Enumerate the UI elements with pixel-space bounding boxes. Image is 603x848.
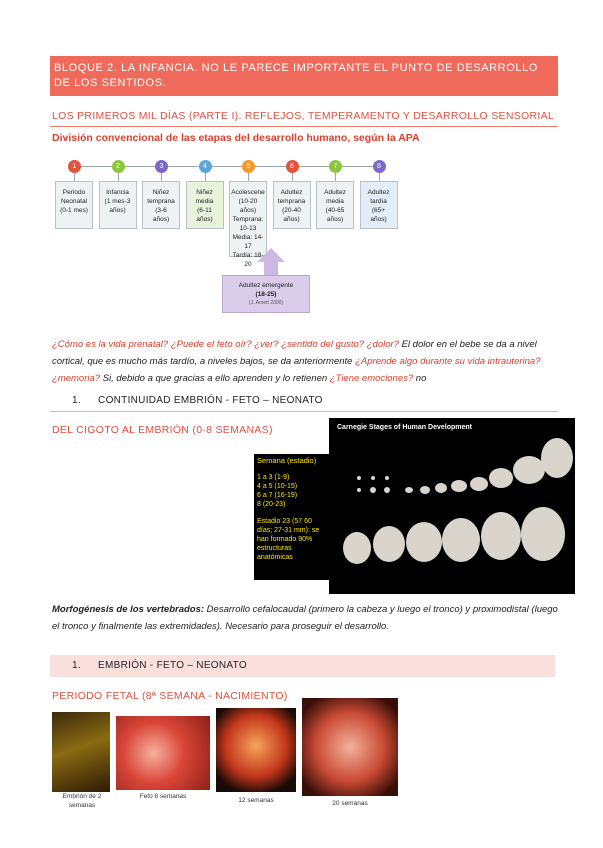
stage-number-2: 2 [112, 160, 125, 173]
heading-underline [50, 126, 558, 127]
photo-embryo-2-weeks [52, 712, 110, 792]
morfo-label: Morfogénesis de los vertebrados: [52, 604, 205, 615]
emergente-arrow-stem [264, 262, 278, 275]
stage-box-3 [142, 181, 180, 229]
stage-connector-1 [74, 173, 75, 181]
weeks-title: Semana (estadio) [257, 456, 317, 465]
prenatal-question2: ¿Aprende algo durante su vida intrauterina? ¿memoria? [52, 356, 541, 384]
prenatal-text1: El dolor en el bebe se da a nivel cortical, que es mucho más tardío, a niveles bajos, se da anteriormente [52, 339, 537, 367]
stage-label-8: Adultez tardía (65+ años) [367, 189, 390, 223]
weeks-note: Estadio 23 (57 60 días; 27-31 mm): se han formado 90% estructuras anatómicas [257, 518, 320, 561]
stage-label-6: Adultez temprana (20-40 años) [277, 189, 306, 223]
apa-title: División convencional de las etapas del desarrollo humano, según la APA [52, 132, 420, 144]
stages-diagram [50, 155, 410, 325]
caption-text-4: 20 semanas [332, 800, 368, 807]
prenatal-questions: ¿Cómo es la vida prenatal? ¿Puede el feto oír? ¿ver? ¿sentido del gusto? ¿dolor? [52, 339, 399, 350]
stage-box-7 [316, 181, 354, 229]
stage-box-2 [99, 181, 137, 229]
stage-number-7: 7 [329, 160, 342, 173]
stage-connector-7 [335, 173, 336, 181]
section2-heading: CONTINUIDAD EMBRIÓN - FETO – NEONATO [98, 395, 323, 406]
weeks-lines: 1 a 3 (1-9) 4 a 5 (10-15) 6 a 7 (16-19) 8 (20-23) [257, 474, 298, 508]
stage-connector-4 [205, 173, 206, 181]
banner-title: BLOQUE 2. LA INFANCIA. NO LE PARECE IMPORTANTE EL PUNTO DE DESARROLLO DE LOS SENTIDOS. [54, 62, 538, 89]
emergente-cite: (J. Arnett 2000) [248, 300, 284, 306]
stage-number-4: 4 [199, 160, 212, 173]
stage-box-5 [229, 181, 267, 268]
emergente-arrow [257, 248, 285, 262]
caption-embryo-2-weeks [46, 792, 118, 810]
emergente-range: (18-25) [255, 291, 277, 298]
stage-number-1: 1 [68, 160, 81, 173]
stage-number-6: 6 [286, 160, 299, 173]
stage-number-3: 3 [155, 160, 168, 173]
stage-label-1: Periodo Neonatal (0-1 mes) [60, 189, 88, 214]
section-heading-continuidad [72, 395, 323, 406]
morfo-text: Desarrollo cefalocaudal (primero la cabeza y luego el tronco) y proximodistal (luego el tronco y finalmente las extremidades). Necesario para proseguir el desarrollo. [52, 604, 558, 632]
weeks-stage-box [254, 454, 330, 580]
caption-text-3: 12 semanas [238, 797, 274, 804]
cigoto-heading: DEL CIGOTO AL EMBRIÓN (0-8 SEMANAS) [52, 424, 273, 436]
caption-fetus-8-weeks [116, 792, 210, 801]
section3-heading: EMBRIÓN - FETO – NEONATO [98, 660, 247, 671]
stage-label-7: Adultez media (40-65 años) [324, 189, 346, 223]
photo-20-weeks [302, 698, 398, 796]
stage-box-6 [273, 181, 311, 229]
stage-connector-8 [379, 173, 380, 181]
stage-connector-3 [161, 173, 162, 181]
stage-box-8 [360, 181, 398, 229]
fetal-heading: PERIODO FETAL (8ª SEMANA - NACIMIENTO) [52, 690, 288, 702]
stage-label-2: Infancia (1 mes-3 años) [104, 189, 131, 214]
stage-label-3: Niñez temprana (3-6 años) [147, 189, 175, 223]
stage-number-8: 8 [373, 160, 386, 173]
section3-num: 1. [72, 660, 81, 671]
stage-label-4: Niñez media (6-11 años) [195, 189, 214, 223]
caption-text-2: Feto 8 semanas [139, 793, 187, 800]
stage-connector-2 [118, 173, 119, 181]
prenatal-text3: no [413, 373, 427, 384]
section-heading-embrion-feto [72, 660, 247, 671]
section-heading-primeros-mil-dias: LOS PRIMEROS MIL DÍAS (PARTE I). REFLEJOS, TEMPERAMENTO Y DESARROLLO SENSORIAL [52, 110, 555, 122]
caption-text-1: Embrión de 2 semanas [62, 793, 102, 809]
section2-underline [50, 411, 558, 412]
stage-number-5: 5 [242, 160, 255, 173]
photo-fetus-8-weeks [116, 716, 210, 790]
section-banner [50, 56, 558, 96]
prenatal-paragraph [52, 336, 558, 387]
caption-20-weeks [302, 799, 398, 808]
stage-box-1 [55, 181, 93, 229]
embryo-stages-illustration [329, 418, 575, 594]
stage-connector-6 [292, 173, 293, 181]
photo-12-weeks [216, 708, 296, 792]
emergente-box [222, 275, 310, 313]
stage-connector-5 [248, 173, 249, 181]
caption-12-weeks [216, 796, 296, 805]
morfogenesis-paragraph [52, 601, 558, 635]
stage-label-5: Acolescene (10-20 años) Temprana: 10-13 Media: 14-17 Tardía: 18-20 [231, 189, 265, 268]
emergente-title: Adultez emergente [238, 282, 294, 289]
prenatal-question3: ¿Tiene emociones? [329, 373, 414, 384]
carnegie-title: Carnegie Stages of Human Development [337, 424, 472, 431]
prenatal-text2: Si, debido a que gracias a ello aprenden y lo retienen [100, 373, 330, 384]
section2-num: 1. [72, 395, 81, 406]
carnegie-stages-image [329, 418, 575, 594]
stage-box-4 [186, 181, 224, 229]
